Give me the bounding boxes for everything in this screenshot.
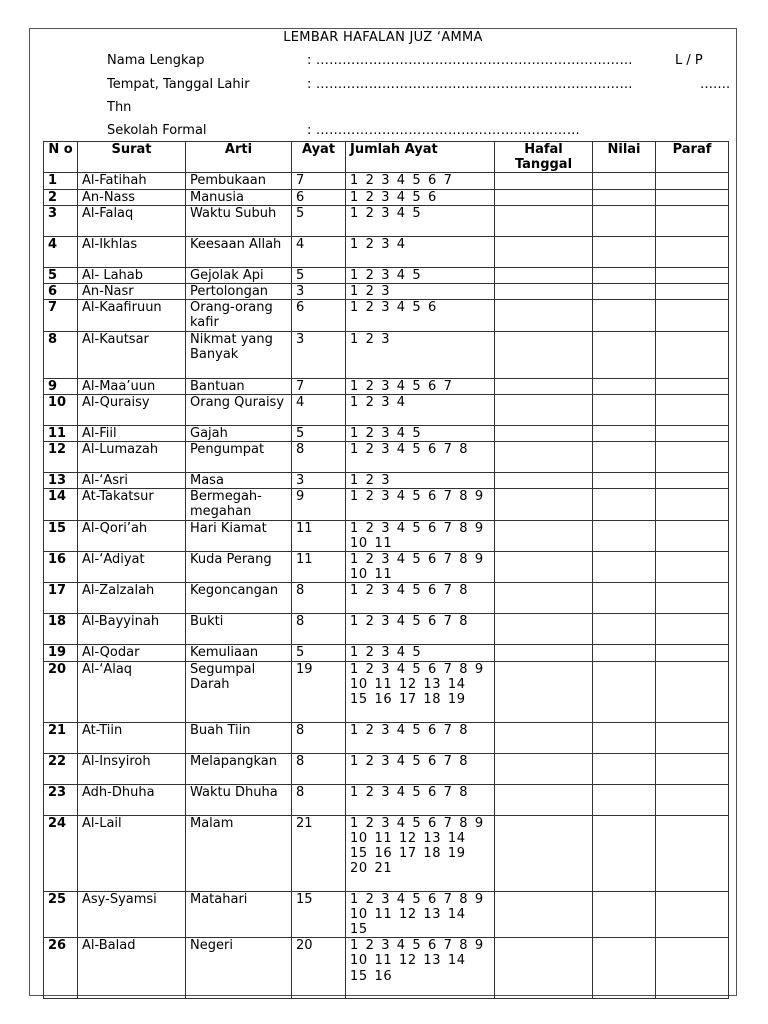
verse-count: 8 xyxy=(292,753,346,784)
surah-meaning: Kegoncangan xyxy=(186,583,292,614)
paraf-cell[interactable] xyxy=(656,661,729,722)
surah-name: Al-Maa’uun xyxy=(78,378,186,394)
paraf-cell[interactable] xyxy=(656,645,729,661)
table-row xyxy=(44,189,729,205)
birth-label: Tempat, Tanggal Lahir xyxy=(107,77,250,92)
table-row xyxy=(44,284,729,300)
surah-meaning: Orang-orang kafir xyxy=(186,300,292,331)
row-number: 20 xyxy=(44,661,78,722)
nilai-cell[interactable] xyxy=(593,173,656,189)
row-number: 6 xyxy=(44,284,78,300)
surah-meaning: Bantuan xyxy=(186,378,292,394)
verse-count: 8 xyxy=(292,784,346,815)
nilai-cell[interactable] xyxy=(593,473,656,489)
hafal-tanggal-cell[interactable] xyxy=(495,236,593,267)
surah-meaning: Kemuliaan xyxy=(186,645,292,661)
surah-meaning: Bukti xyxy=(186,614,292,645)
hafal-tanggal-cell[interactable] xyxy=(495,489,593,520)
verse-count: 5 xyxy=(292,645,346,661)
verse-count: 8 xyxy=(292,614,346,645)
hafal-tanggal-cell[interactable] xyxy=(495,722,593,753)
paraf-cell[interactable] xyxy=(656,552,729,583)
verse-count: 5 xyxy=(292,267,346,283)
table-row xyxy=(44,645,729,661)
paraf-cell[interactable] xyxy=(656,331,729,378)
hafal-tanggal-cell[interactable] xyxy=(495,520,593,551)
surah-meaning: Waktu Dhuha xyxy=(186,784,292,815)
hafal-tanggal-cell[interactable] xyxy=(495,442,593,473)
surah-meaning: Pertolongan xyxy=(186,284,292,300)
surah-meaning: Matahari xyxy=(186,891,292,938)
header-no: N o xyxy=(44,142,78,173)
hafal-tanggal-cell[interactable] xyxy=(495,815,593,891)
nilai-cell[interactable] xyxy=(593,583,656,614)
paraf-cell[interactable] xyxy=(656,284,729,300)
gender-field: L / P xyxy=(675,53,703,68)
row-number: 15 xyxy=(44,520,78,551)
nilai-cell[interactable] xyxy=(593,284,656,300)
surah-meaning: Nikmat yang Banyak xyxy=(186,331,292,378)
table-row xyxy=(44,300,729,331)
row-number: 12 xyxy=(44,442,78,473)
row-number: 16 xyxy=(44,552,78,583)
verse-checklist: 1 2 3 4 5 6 7 8 9 10 11 12 13 14 15 16 17 18 19 xyxy=(346,661,495,722)
hafal-tanggal-cell[interactable] xyxy=(495,300,593,331)
verse-count: 3 xyxy=(292,473,346,489)
row-number: 17 xyxy=(44,583,78,614)
row-number: 22 xyxy=(44,753,78,784)
verse-checklist: 1 2 3 4 5 6 7 8 9 10 11 xyxy=(346,520,495,551)
paraf-cell[interactable] xyxy=(656,473,729,489)
surah-name: Al-Qori’ah xyxy=(78,520,186,551)
surah-meaning: Pembukaan xyxy=(186,173,292,189)
hafal-tanggal-cell[interactable] xyxy=(495,891,593,938)
paraf-cell[interactable] xyxy=(656,614,729,645)
table-row xyxy=(44,614,729,645)
verse-count: 5 xyxy=(292,205,346,236)
hafal-tanggal-cell[interactable] xyxy=(495,645,593,661)
name-label: Nama Lengkap xyxy=(107,53,205,68)
surah-meaning: Gejolak Api xyxy=(186,267,292,283)
surah-name: Al-Ikhlas xyxy=(78,236,186,267)
table-row xyxy=(44,815,729,891)
paraf-cell[interactable] xyxy=(656,394,729,425)
hafal-tanggal-cell[interactable] xyxy=(495,552,593,583)
table-row xyxy=(44,583,729,614)
sheet-title: LEMBAR HAFALAN JUZ ‘AMMA xyxy=(283,30,483,45)
verse-checklist: 1 2 3 4 5 xyxy=(346,425,495,441)
hafal-tanggal-cell[interactable] xyxy=(495,425,593,441)
nilai-cell[interactable] xyxy=(593,722,656,753)
memorization-sheet xyxy=(29,28,737,996)
row-number: 7 xyxy=(44,300,78,331)
row-number: 11 xyxy=(44,425,78,441)
surah-name: Al-Qodar xyxy=(78,645,186,661)
hafal-tanggal-cell[interactable] xyxy=(495,284,593,300)
hafal-tanggal-cell[interactable] xyxy=(495,614,593,645)
surah-meaning: Pengumpat xyxy=(186,442,292,473)
row-number: 25 xyxy=(44,891,78,938)
table-row xyxy=(44,722,729,753)
nilai-cell[interactable] xyxy=(593,520,656,551)
nilai-cell[interactable] xyxy=(593,815,656,891)
row-number: 2 xyxy=(44,189,78,205)
table-row xyxy=(44,331,729,378)
verse-count: 4 xyxy=(292,236,346,267)
table-row xyxy=(44,473,729,489)
school-label: Sekolah Formal xyxy=(107,123,207,138)
paraf-cell[interactable] xyxy=(656,173,729,189)
surah-meaning: Hari Kiamat xyxy=(186,520,292,551)
verse-count: 6 xyxy=(292,189,346,205)
nilai-cell[interactable] xyxy=(593,753,656,784)
nilai-cell[interactable] xyxy=(593,267,656,283)
surah-meaning: Masa xyxy=(186,473,292,489)
nilai-cell[interactable] xyxy=(593,378,656,394)
verse-checklist: 1 2 3 4 5 xyxy=(346,205,495,236)
nilai-cell[interactable] xyxy=(593,205,656,236)
verse-count: 9 xyxy=(292,489,346,520)
hafal-tanggal-cell[interactable] xyxy=(495,394,593,425)
surah-meaning: Orang Quraisy xyxy=(186,394,292,425)
paraf-cell[interactable] xyxy=(656,189,729,205)
thn-label: Thn xyxy=(107,100,132,115)
verse-checklist: 1 2 3 xyxy=(346,473,495,489)
hafal-tanggal-cell[interactable] xyxy=(495,378,593,394)
surah-meaning: Keesaan Allah xyxy=(186,236,292,267)
surah-meaning: Waktu Subuh xyxy=(186,205,292,236)
row-number: 19 xyxy=(44,645,78,661)
nilai-cell[interactable] xyxy=(593,189,656,205)
row-number: 23 xyxy=(44,784,78,815)
hafal-tanggal-cell[interactable] xyxy=(495,331,593,378)
surah-meaning: Gajah xyxy=(186,425,292,441)
surah-name: Al-Kaafiruun xyxy=(78,300,186,331)
surah-meaning: Buah Tiin xyxy=(186,722,292,753)
paraf-cell[interactable] xyxy=(656,520,729,551)
header-ayat: Ayat xyxy=(292,142,346,173)
nilai-cell[interactable] xyxy=(593,331,656,378)
school-field: : …………………………………………………… xyxy=(307,123,580,138)
verse-count: 5 xyxy=(292,425,346,441)
surah-name: Al- Lahab xyxy=(78,267,186,283)
table-row xyxy=(44,267,729,283)
verse-count: 7 xyxy=(292,378,346,394)
verse-checklist: 1 2 3 4 5 6 7 8 9 10 11 12 13 14 15 16 xyxy=(346,938,495,999)
row-number: 9 xyxy=(44,378,78,394)
surah-name: At-Tiin xyxy=(78,722,186,753)
verse-count: 21 xyxy=(292,815,346,891)
paraf-cell[interactable] xyxy=(656,236,729,267)
header-nilai: Nilai xyxy=(593,142,656,173)
verse-checklist: 1 2 3 4 5 6 7 8 9 xyxy=(346,489,495,520)
hafal-tanggal-cell[interactable] xyxy=(495,661,593,722)
row-number: 26 xyxy=(44,938,78,999)
hafal-tanggal-cell[interactable] xyxy=(495,473,593,489)
verse-count: 15 xyxy=(292,891,346,938)
verse-count: 3 xyxy=(292,284,346,300)
verse-checklist: 1 2 3 4 xyxy=(346,236,495,267)
table-row xyxy=(44,784,729,815)
row-number: 3 xyxy=(44,205,78,236)
paraf-cell[interactable] xyxy=(656,938,729,999)
verse-count: 19 xyxy=(292,661,346,722)
paraf-cell[interactable] xyxy=(656,425,729,441)
verse-count: 11 xyxy=(292,552,346,583)
table-row xyxy=(44,891,729,938)
table-row xyxy=(44,236,729,267)
verse-count: 4 xyxy=(292,394,346,425)
paraf-cell[interactable] xyxy=(656,722,729,753)
surah-name: Al-Fatihah xyxy=(78,173,186,189)
row-number: 1 xyxy=(44,173,78,189)
header-hafal-tanggal: Hafal Tanggal xyxy=(495,142,593,173)
birth-field: : ……………………………………………………………… xyxy=(307,77,633,92)
verse-checklist: 1 2 3 4 5 6 7 8 xyxy=(346,784,495,815)
verse-checklist: 1 2 3 4 5 6 7 8 9 10 11 xyxy=(346,552,495,583)
surah-meaning: Melapangkan xyxy=(186,753,292,784)
surah-name: Al-‘Alaq xyxy=(78,661,186,722)
verse-checklist: 1 2 3 4 5 6 7 8 9 10 11 12 13 14 15 xyxy=(346,891,495,938)
table-row xyxy=(44,173,729,189)
nilai-cell[interactable] xyxy=(593,938,656,999)
verse-checklist: 1 2 3 4 5 6 7 8 xyxy=(346,614,495,645)
verse-count: 20 xyxy=(292,938,346,999)
paraf-cell[interactable] xyxy=(656,753,729,784)
row-number: 14 xyxy=(44,489,78,520)
verse-checklist: 1 2 3 4 5 6 7 8 xyxy=(346,442,495,473)
surah-meaning: Malam xyxy=(186,815,292,891)
hafal-tanggal-cell[interactable] xyxy=(495,189,593,205)
row-number: 24 xyxy=(44,815,78,891)
surah-name: An-Nass xyxy=(78,189,186,205)
verse-count: 3 xyxy=(292,331,346,378)
verse-checklist: 1 2 3 4 5 6 7 8 xyxy=(346,722,495,753)
row-number: 21 xyxy=(44,722,78,753)
nilai-cell[interactable] xyxy=(593,489,656,520)
surah-name: Al-‘Adiyat xyxy=(78,552,186,583)
nilai-cell[interactable] xyxy=(593,300,656,331)
surah-name: Al-Kautsar xyxy=(78,331,186,378)
surah-meaning: Manusia xyxy=(186,189,292,205)
hafal-tanggal-cell[interactable] xyxy=(495,173,593,189)
verse-count: 8 xyxy=(292,722,346,753)
verse-checklist: 1 2 3 xyxy=(346,331,495,378)
surah-meaning: Segumpal Darah xyxy=(186,661,292,722)
surah-name: An-Nasr xyxy=(78,284,186,300)
table-header-row xyxy=(44,142,729,173)
nilai-cell[interactable] xyxy=(593,552,656,583)
name-field: : ……………………………………………………………… xyxy=(307,53,633,68)
paraf-cell[interactable] xyxy=(656,442,729,473)
surah-name: Al-Zalzalah xyxy=(78,583,186,614)
table-row xyxy=(44,489,729,520)
table-row xyxy=(44,753,729,784)
verse-count: 8 xyxy=(292,583,346,614)
row-number: 8 xyxy=(44,331,78,378)
surah-table xyxy=(43,141,729,999)
verse-checklist: 1 2 3 4 5 6 xyxy=(346,300,495,331)
table-row xyxy=(44,425,729,441)
nilai-cell[interactable] xyxy=(593,784,656,815)
verse-count: 7 xyxy=(292,173,346,189)
surah-name: Al-Balad xyxy=(78,938,186,999)
verse-checklist: 1 2 3 4 5 6 7 xyxy=(346,173,495,189)
paraf-cell[interactable] xyxy=(656,300,729,331)
surah-name: Al-Falaq xyxy=(78,205,186,236)
paraf-cell[interactable] xyxy=(656,815,729,891)
row-number: 10 xyxy=(44,394,78,425)
nilai-cell[interactable] xyxy=(593,394,656,425)
nilai-cell[interactable] xyxy=(593,425,656,441)
nilai-cell[interactable] xyxy=(593,236,656,267)
verse-checklist: 1 2 3 4 5 6 7 8 9 10 11 12 13 14 15 16 17 18 19 20 21 xyxy=(346,815,495,891)
paraf-cell[interactable] xyxy=(656,378,729,394)
surah-name: Adh-Dhuha xyxy=(78,784,186,815)
surah-meaning: Bermegah-megahan xyxy=(186,489,292,520)
table-row xyxy=(44,552,729,583)
surah-name: Al-Lumazah xyxy=(78,442,186,473)
paraf-cell[interactable] xyxy=(656,489,729,520)
verse-checklist: 1 2 3 4 5 6 xyxy=(346,189,495,205)
paraf-cell[interactable] xyxy=(656,205,729,236)
nilai-cell[interactable] xyxy=(593,442,656,473)
surah-name: Al-‘Asri xyxy=(78,473,186,489)
verse-checklist: 1 2 3 4 5 xyxy=(346,267,495,283)
birth-extra: ……. xyxy=(700,77,731,92)
table-row xyxy=(44,520,729,551)
verse-checklist: 1 2 3 4 5 xyxy=(346,645,495,661)
table-row xyxy=(44,394,729,425)
surah-name: Al-Quraisy xyxy=(78,394,186,425)
verse-checklist: 1 2 3 4 xyxy=(346,394,495,425)
row-number: 13 xyxy=(44,473,78,489)
verse-checklist: 1 2 3 4 5 6 7 xyxy=(346,378,495,394)
header-surat: Surat xyxy=(78,142,186,173)
table-row xyxy=(44,938,729,999)
row-number: 18 xyxy=(44,614,78,645)
nilai-cell[interactable] xyxy=(593,645,656,661)
paraf-cell[interactable] xyxy=(656,891,729,938)
surah-meaning: Negeri xyxy=(186,938,292,999)
header-arti: Arti xyxy=(186,142,292,173)
hafal-tanggal-cell[interactable] xyxy=(495,583,593,614)
verse-count: 6 xyxy=(292,300,346,331)
table-row xyxy=(44,442,729,473)
verse-checklist: 1 2 3 4 5 6 7 8 xyxy=(346,753,495,784)
table-row xyxy=(44,378,729,394)
surah-name: Asy-Syamsi xyxy=(78,891,186,938)
surah-meaning: Kuda Perang xyxy=(186,552,292,583)
hafal-tanggal-cell[interactable] xyxy=(495,753,593,784)
surah-name: At-Takatsur xyxy=(78,489,186,520)
hafal-tanggal-cell[interactable] xyxy=(495,205,593,236)
verse-count: 8 xyxy=(292,442,346,473)
table-row xyxy=(44,661,729,722)
nilai-cell[interactable] xyxy=(593,661,656,722)
paraf-cell[interactable] xyxy=(656,267,729,283)
row-number: 5 xyxy=(44,267,78,283)
surah-name: Al-Fiil xyxy=(78,425,186,441)
header-jumlah-ayat: Jumlah Ayat xyxy=(346,142,495,173)
nilai-cell[interactable] xyxy=(593,614,656,645)
hafal-tanggal-cell[interactable] xyxy=(495,938,593,999)
surah-name: Al-Bayyinah xyxy=(78,614,186,645)
hafal-tanggal-cell[interactable] xyxy=(495,784,593,815)
surah-name: Al-Insyiroh xyxy=(78,753,186,784)
table-row xyxy=(44,205,729,236)
nilai-cell[interactable] xyxy=(593,891,656,938)
row-number: 4 xyxy=(44,236,78,267)
table-body xyxy=(44,173,729,999)
verse-checklist: 1 2 3 xyxy=(346,284,495,300)
paraf-cell[interactable] xyxy=(656,784,729,815)
paraf-cell[interactable] xyxy=(656,583,729,614)
hafal-tanggal-cell[interactable] xyxy=(495,267,593,283)
header-paraf: Paraf xyxy=(656,142,729,173)
verse-count: 11 xyxy=(292,520,346,551)
surah-name: Al-Lail xyxy=(78,815,186,891)
verse-checklist: 1 2 3 4 5 6 7 8 xyxy=(346,583,495,614)
